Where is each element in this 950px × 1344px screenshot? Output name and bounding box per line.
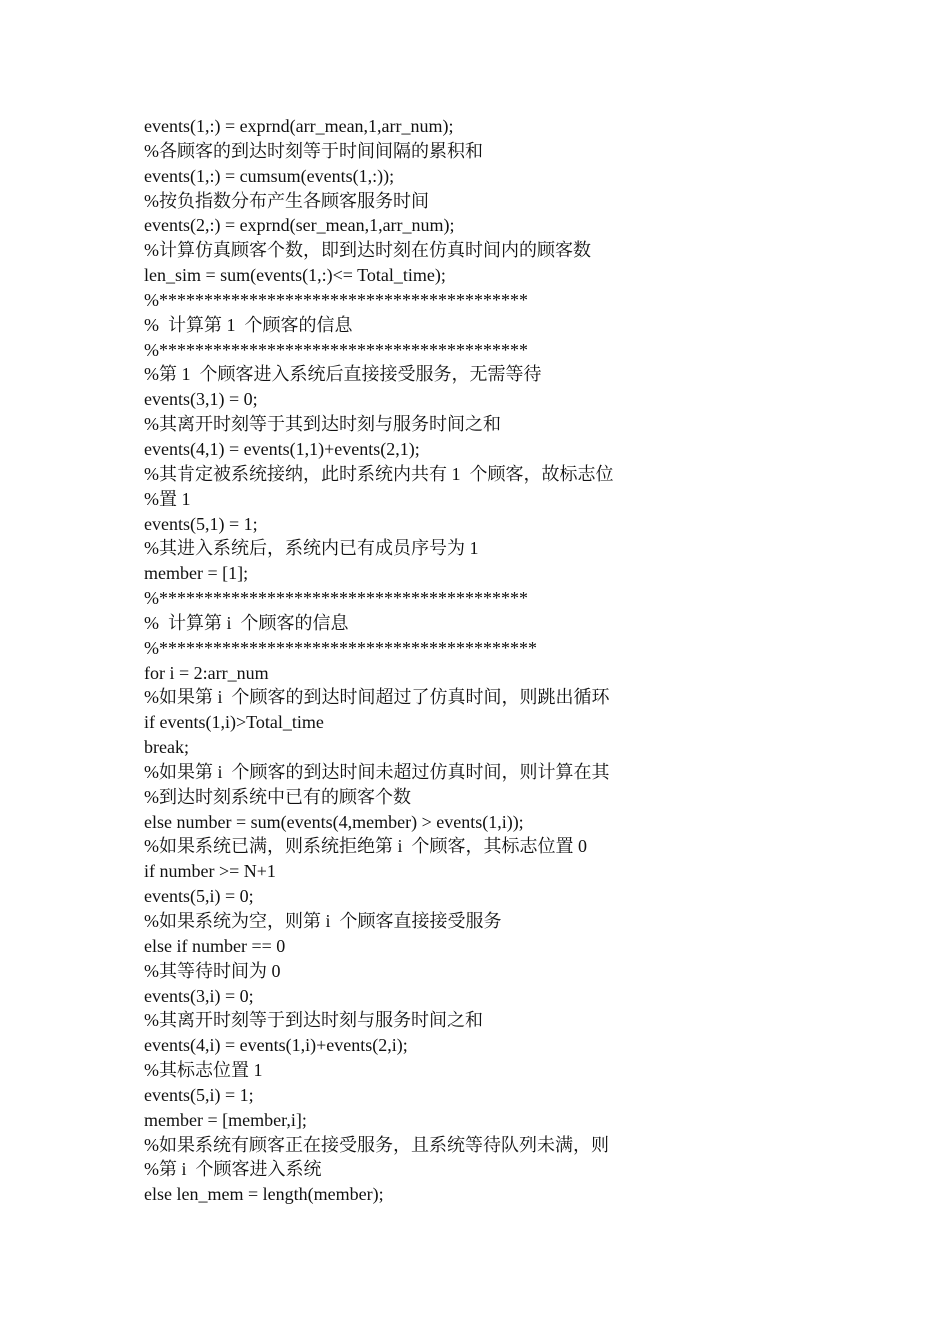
section-heading-comment: % 计算第 1 个顾客的信息 [144,314,353,335]
comment-divider: %***************************************** [144,339,528,360]
code-comment: %第 1 个顾客进入系统后直接接受服务，无需等待 [144,364,542,385]
code-line: events(2,:) = exprnd(ser_mean,1,arr_num); [144,215,455,236]
code-comment: %其等待时间为 0 [144,960,281,981]
code-line: len_sim = sum(events(1,:)<= Total_time); [144,265,446,286]
code-comment: %第 i 个顾客进入系统 [144,1159,322,1180]
code-line: events(5,i) = 1; [144,1084,254,1105]
code-line: events(3,i) = 0; [144,985,254,1006]
code-comment: %如果系统为空，则第 i 个顾客直接接受服务 [144,911,502,931]
code-comment: %如果系统已满，则系统拒绝第 i 个顾客，其标志位置 0 [144,836,587,857]
code-line: else len_mem = length(member); [144,1184,384,1205]
code-comment: %按负指数分布产生各顾客服务时间 [144,190,429,211]
code-listing [144,114,864,1207]
code-line: member = [member,i]; [144,1109,307,1130]
code-line: member = [1]; [144,563,249,584]
code-line: events(1,:) = cumsum(events(1,:)); [144,165,395,186]
code-line: events(3,1) = 0; [144,389,258,410]
code-line: for i = 2:arr_num [144,662,269,683]
code-line: events(1,:) = exprnd(arr_mean,1,arr_num); [144,116,454,136]
code-comment: %各顾客的到达时刻等于时间间隔的累积和 [144,140,483,161]
code-line: events(5,i) = 0; [144,886,254,907]
code-comment: %计算仿真顾客个数，即到达时刻在仿真时间内的顾客数 [144,240,591,261]
comment-divider: %***************************************** [144,588,528,609]
code-line: else number = sum(events(4,member) > events(1,i)); [144,811,524,832]
code-line: events(4,1) = events(1,1)+events(2,1); [144,438,420,459]
section-heading-comment: % 计算第 i 个顾客的信息 [144,612,349,633]
code-comment: %如果系统有顾客正在接受服务，且系统等待队列未满，则 [144,1134,609,1155]
code-comment: %其离开时刻等于到达时刻与服务时间之和 [144,1010,483,1031]
code-line: else if number == 0 [144,935,286,956]
code-line: events(5,1) = 1; [144,513,258,534]
code-comment: %如果第 i 个顾客的到达时间未超过仿真时间，则计算在其 [144,761,610,782]
code-comment: %其进入系统后，系统内已有成员序号为 1 [144,538,479,559]
code-comment: %到达时刻系统中已有的顾客个数 [144,786,411,807]
code-comment: %置 1 [144,488,191,509]
comment-divider: %****************************************** [144,637,537,658]
code-line: if events(1,i)>Total_time [144,712,324,733]
code-line: events(4,i) = events(1,i)+events(2,i); [144,1035,408,1056]
code-line: break; [144,737,189,758]
comment-divider: %***************************************** [144,289,528,310]
code-comment: %其离开时刻等于其到达时刻与服务时间之和 [144,414,501,435]
code-comment: %其肯定被系统接纳，此时系统内共有 1 个顾客，故标志位 [144,463,614,484]
code-comment: %其标志位置 1 [144,1060,263,1081]
code-line: if number >= N+1 [144,861,276,882]
code-comment: %如果第 i 个顾客的到达时间超过了仿真时间，则跳出循环 [144,687,610,708]
